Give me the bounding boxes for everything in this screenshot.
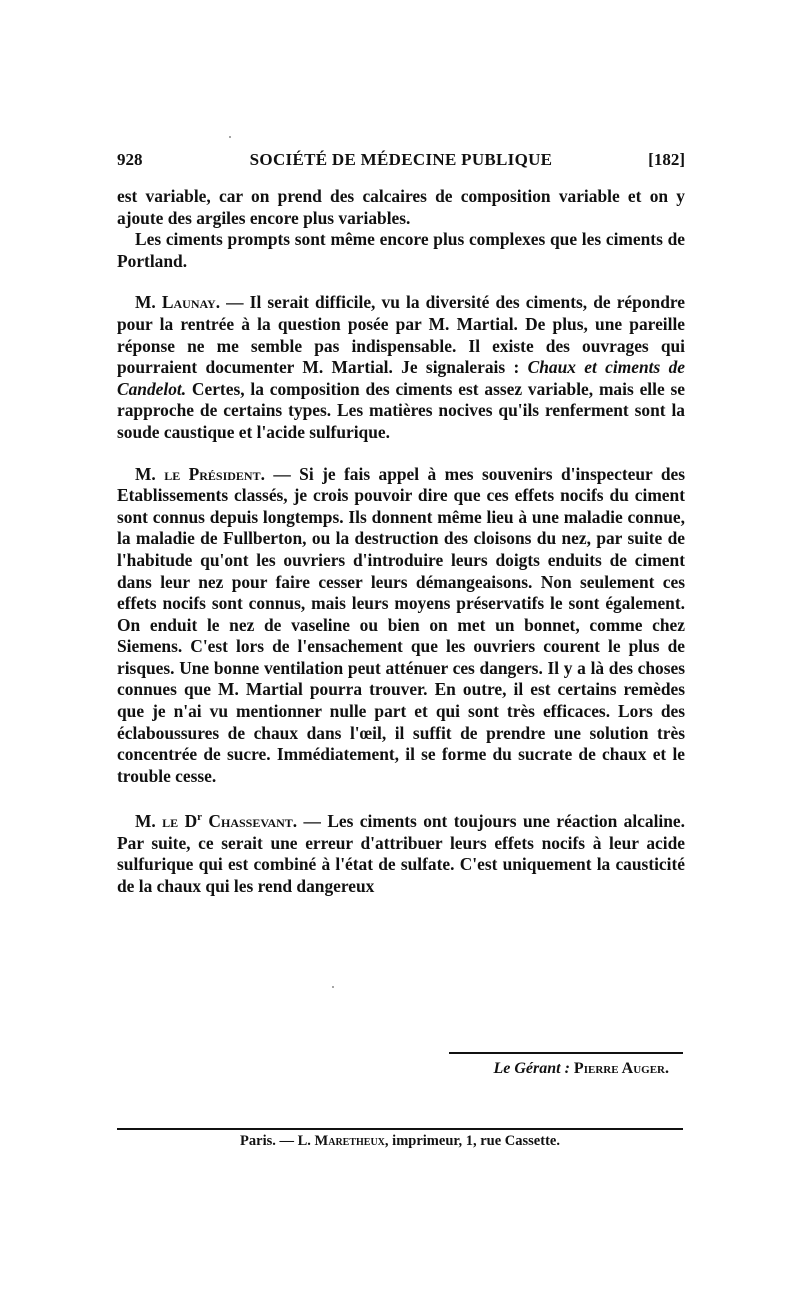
imprint-rule: [117, 1128, 683, 1130]
print-speck: [229, 136, 231, 138]
page-number: 928: [117, 150, 143, 169]
speaker-name: le D: [162, 811, 198, 832]
speaker-prefix: M.: [135, 811, 163, 832]
body-text: [117, 186, 685, 898]
print-speck: [332, 986, 334, 988]
speaker-name: Chassevant: [202, 811, 293, 832]
speaker-prefix: M.: [135, 463, 165, 484]
imprint-line: [117, 1133, 683, 1150]
imprint-prefix: Paris. — L.: [240, 1133, 315, 1149]
paragraph-launay: [117, 292, 685, 443]
paragraph-president: [117, 464, 685, 788]
signature-rule: [449, 1052, 683, 1054]
paragraph-text: . — Il serait difficile, vu la diversité des ciments, de répondre pour la rentrée à la question posée par M. Martial. De plus, une pareille réponse ne me semble pas indispensable. Il existe des ouvrages qui pourraient documenter M. Martial. Je signalerais :: [117, 292, 685, 378]
signature: [449, 1060, 669, 1078]
imprint-suffix: , imprimeur, 1, rue Cassette.: [384, 1133, 560, 1149]
paragraph-text: Certes, la composition des ciments est assez variable, mais elle se rapproche de certains types. Les matières nocives qu'ils renferment sont la soude caustique et l'acide sulfurique.: [117, 378, 685, 442]
running-head: [117, 150, 685, 174]
paragraph-chassevant: [117, 807, 685, 897]
signature-name: Pierre Auger.: [573, 1060, 669, 1077]
speaker-superscript: r: [197, 811, 203, 824]
section-number: [182]: [648, 150, 685, 169]
running-title: SOCIÉTÉ DE MÉDECINE PUBLIQUE: [249, 150, 553, 169]
signature-label: Le Gérant :: [493, 1060, 570, 1077]
speaker-name: le Président: [164, 463, 261, 484]
speaker-name: Launay: [161, 292, 216, 313]
paragraph-text: . — Si je fais appel à mes souvenirs d'inspecteur des Etablissements classés, je crois pouvoir dire que ces effets nocifs du ciment sont connus depuis longtemps. Ils donnent même lieu à une maladie connue, la maladie de Fullberton, ou la destruction des cloisons du nez, par suite de l'habitude qu'ont les ouvriers d'introduire leurs doigts enduits de ciment dans leur nez pour faire cesser leurs démangeaisons. Non seulement ces effets nocifs sont connus, mais leurs moyens préservatifs le sont également. On enduit le nez de vaseline ou bien on met un bonnet, comme chez Siemens. C'est lors de l'ensachement que les ouvriers courent le plus de risques. Une bonne ventilation peut atténuer ces dangers. Il y a là des choses connues que M. Martial pourra trouver. En outre, il est certains remèdes que je n'ai vu mentionner nulle part et qui sont très efficaces. Lors des éclaboussures de chaux dans l'œil, il suffit de prendre une solution très concentrée de sucre. Immédiatement, il se forme du sucrate de chaux et le trouble cesse.: [117, 463, 685, 786]
paragraph-continuation: est variable, car on prend des calcaires de composition variable et on y ajoute des argiles encore plus variables.: [117, 186, 685, 228]
paragraph-text: . — Les ciments ont toujours une réaction alcaline. Par suite, ce serait une erreur d'attribuer leurs effets nocifs à leur acide sulfurique qui est combiné à l'état de sulfate. C'est uniquement la causticité de la chaux qui les rend dangereux: [117, 811, 685, 897]
paragraph-ciments-prompts: Les ciments prompts sont même encore plus complexes que les ciments de Portland.: [117, 229, 685, 271]
book-title: Chaux et ciments de Candelot.: [117, 357, 686, 399]
speaker-prefix: M.: [135, 292, 162, 313]
imprint-printer: Maretheux: [314, 1133, 385, 1149]
